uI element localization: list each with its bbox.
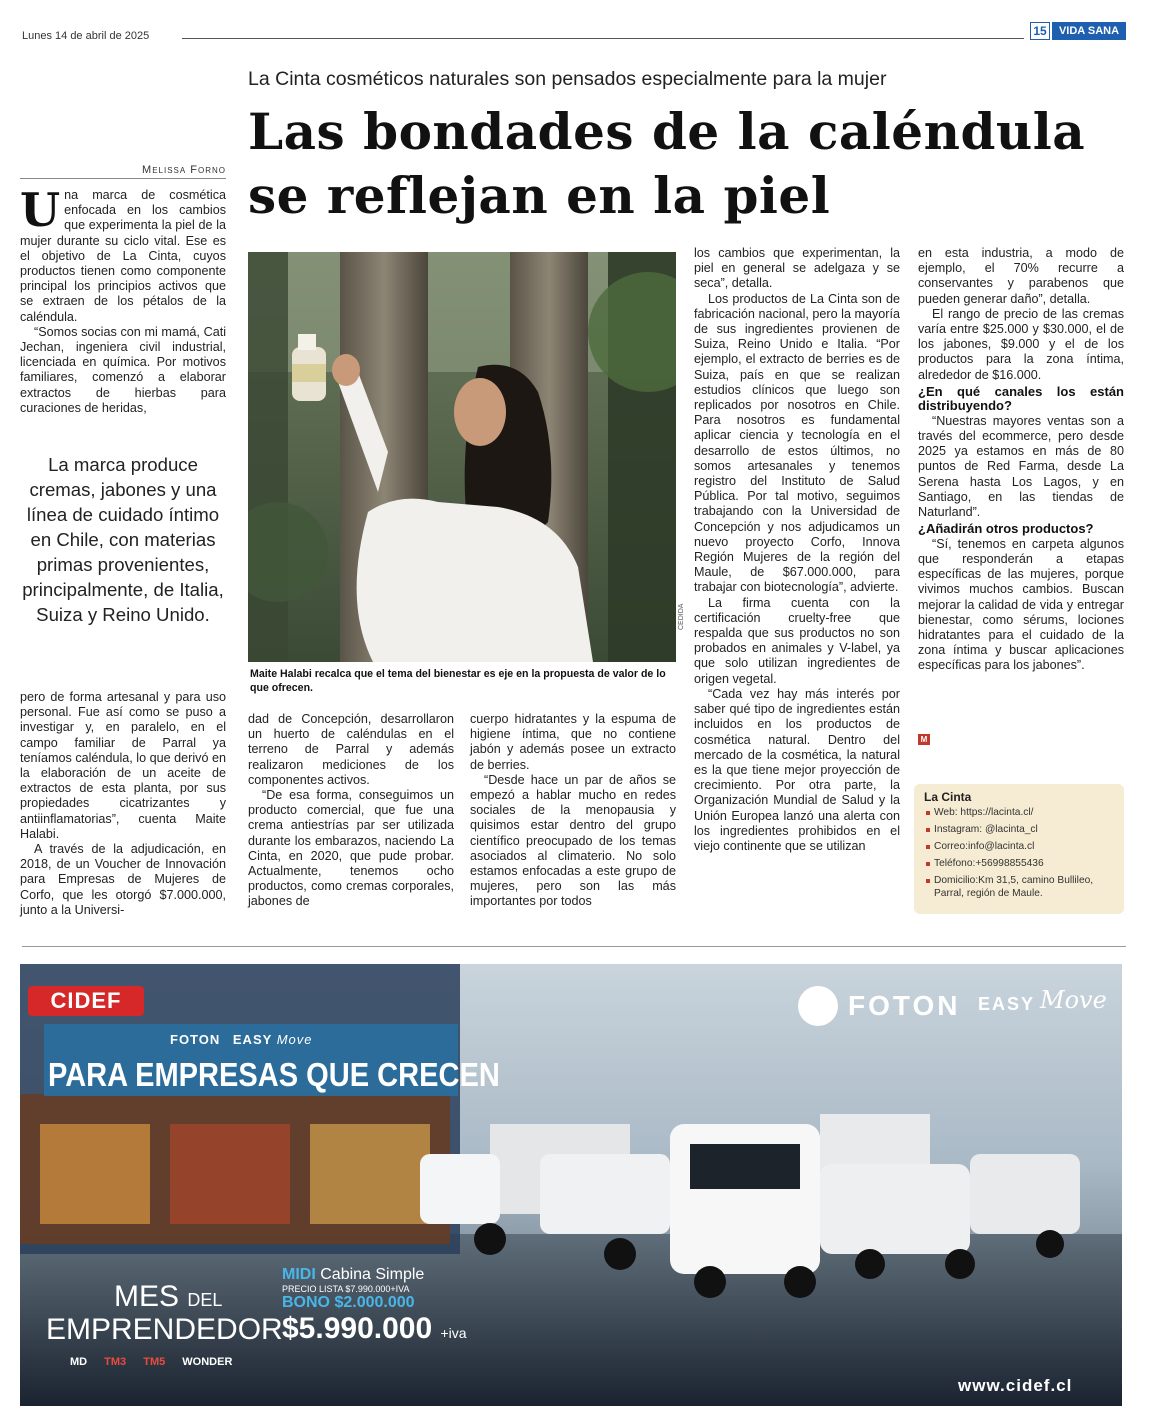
column-5 (918, 246, 1124, 674)
bonus: BONO $2.000.000 (282, 1294, 415, 1311)
model-badge: WONDER (182, 1356, 233, 1368)
campaign-title (46, 1282, 283, 1345)
paragraph: na marca de cosmética enfocada en los cambios que experimenta la piel de la mujer durante su ciclo vital. Ese es el objetivo de La Cinta, cuyos productos tienen como componente principal los principios activos que se extraen de los pétalos de la caléndula. (20, 188, 226, 324)
issue-date: Lunes 14 de abril de 2025 (22, 30, 150, 42)
photo-caption: Maite Halabi recalca que el tema del bienestar es eje en la propuesta de valor de lo que ofrecen. (250, 668, 666, 694)
info-web: Web: https://lacinta.cl/ (926, 806, 1116, 819)
page-number: 15 (1030, 22, 1050, 40)
dealer-website: www.cidef.cl (958, 1376, 1073, 1395)
paragraph: A través de la adjudicación, en 2018, de un Voucher de Innovación para Empresas de Mujeres de Corfo, que les otorgó $7.000.000, junto a la Universi- (20, 842, 226, 917)
column-2 (248, 712, 454, 910)
offer-iva: +iva (440, 1325, 467, 1341)
info-address: Domicilio:Km 31,5, camino Bullileo, Parral, región de Maule. (926, 874, 1116, 900)
campaign-line-1: MES (114, 1280, 180, 1313)
pull-quote: La marca produce cremas, jabones y una línea de cuidado íntimo en Chile, con materias primas provenientes, principalmente, de Italia, Suiza y Reino Unido. (22, 454, 224, 625)
paragraph: “Sí, tenemos en carpeta algunos que responderán a etapas específicas de las mujeres, porque vivimos muchos cambios. Buscan mejorar la calidad de vida y entregar bienestar, como sérums, lociones hidratantes para el cuidado de la zona íntima y buscar aplicaciones específicas para los jabones”. (918, 536, 1124, 673)
small-foton-brand (170, 1032, 312, 1047)
paragraph: los cambios que experimentan, la piel en general se adelgaza y se seca”, detalla. (694, 246, 900, 291)
model-badge: MD (70, 1356, 88, 1368)
info-instagram: Instagram: @lacinta_cl (926, 823, 1116, 836)
paragraph: El rango de precio de las cremas varía entre $25.000 y $30.000, el de los jabones, $9.000 y el de los productos para la zona íntima, alrededor de $16.000. (918, 306, 1124, 382)
paragraph: dad de Concepción, desarrollaron un huerto de caléndulas en el terreno de Parral y además realizaron mediciones de los componentes activos. (248, 712, 454, 787)
cidef-logo: CIDEF (28, 986, 144, 1016)
offer-price: $5.990.000 (282, 1312, 433, 1345)
info-list (926, 806, 1116, 904)
small-easy-text: EASY (232, 1032, 273, 1047)
model-badge: TM5 (143, 1356, 166, 1368)
foton-logo-icon (798, 986, 838, 1026)
paragraph: La firma cuenta con la certificación cruelty-free que respalda que sus productos no son probados en animales y V-label, ya que solo utilizan ingredientes de origen vegetal. (694, 595, 900, 686)
model-midi: MIDI (282, 1266, 316, 1283)
headline-line-1: Las bondades de la caléndula (248, 102, 1086, 161)
foton-brand: FOTON (848, 990, 961, 1021)
campaign-del: DEL (187, 1290, 223, 1310)
paragraph: “Nuestras mayores ventas son a través del ecommerce, pero desde 2025 ya estamos en más de 80 puntos de Red Farma, desde La Serena hasta Los Lagos, y en Santiago, en las tiendas de Naturland”. (918, 413, 1124, 520)
photo-illustration (248, 252, 676, 662)
paragraph: Los productos de La Cinta son de fabricación nacional, pero la mayoría de sus ingredientes provienen de Suiza, Reino Unido e Italia. “Por ejemplo, el extracto de berries es de Suiza, país en que se realizan estudios clínicos que luego son replicados por nosotros en Chile. Para nosotros es fundamental aplicar ciencia y tecnología en el desarrollo de estos últimos, no somos artesanales y tenemos registro del Instituto de Salud Pública. Por tal motivo, seguimos trabajando con la Universidad de Concepción y nos adjudicamos un nuevo proyecto Corfo, Innova Región Mujeres de la región del Maule, de $67.000.000, para trabajar con biotecnología”, advierte. (694, 291, 900, 595)
header-rule (182, 38, 1024, 39)
photo-credit: CEDIDA (678, 603, 685, 630)
column-4 (694, 246, 900, 854)
column-1-bottom (20, 690, 226, 918)
paragraph: pero de forma artesanal y para uso personal. Fue así como se puso a investigar y, en paralelo, en el campo familiar de Parral ya teníamos caléndula, lo que derivó en la elaboración de un aceite de extractos de esta planta, por sus propiedades cicatrizantes y antiinflamatorias”, cuenta Maite Halabi. (20, 690, 226, 841)
drop-cap: U (20, 183, 61, 237)
headline-line-2: se reflejan en la piel (248, 166, 831, 225)
model-name: Cabina Simple (320, 1266, 425, 1283)
article-kicker: La Cinta cosméticos naturales son pensados especialmente para la mujer (248, 68, 887, 90)
column-3 (470, 712, 676, 910)
info-phone: Teléfono:+56998855436 (926, 857, 1116, 870)
foton-advertisement (20, 964, 1122, 1406)
interview-question: ¿En qué canales los están distribuyendo? (918, 383, 1124, 414)
paragraph: “Somos socias con mi mamá, Cati Jechan, ingeniera civil industrial, licenciada en química. Por motivos familiares, comenzó a elaborar extractos de hierbas para curaciones de heridas, (20, 324, 226, 415)
paragraph: “De esa forma, conseguimos un producto comercial, que fue una crema antiestrías par ser utilizada durante los embarazos, naciendo La Cinta, en 2020, que pude probar. Actualmente, tenemos ocho productos, como cremas corporales, jabones de (248, 788, 454, 909)
byline: Melissa Forno (20, 164, 226, 179)
info-box-title: La Cinta (924, 790, 972, 804)
model-badges (70, 1356, 232, 1368)
contact-info-box (914, 784, 1124, 914)
article-photo (248, 252, 676, 662)
small-brand-text: FOTON (170, 1032, 221, 1047)
campaign-line-2: EMPRENDEDOR (46, 1313, 283, 1346)
move-script: Move (1040, 986, 1107, 1014)
small-move-text: Move (276, 1032, 313, 1047)
end-mark-icon: M (918, 734, 930, 745)
interview-question: ¿Añadirán otros productos? (918, 521, 1094, 537)
list-price: PRECIO LISTA $7.990.000+IVA (282, 1284, 410, 1294)
section-label: VIDA SANA (1052, 22, 1126, 40)
paragraph: en esta industria, a modo de ejemplo, el 70% recurre a conservantes y parabenos que pueden generar daño”, detalla. (918, 246, 1124, 306)
column-1-top (20, 183, 226, 416)
model-badge: TM3 (104, 1356, 127, 1368)
paragraph: cuerpo hidratantes y la espuma de higiene íntima, que no contiene jabón y además posee un extracto de berries. (470, 712, 676, 772)
ad-slogan: PARA EMPRESAS QUE CRECEN (48, 1056, 500, 1093)
easy-move-wordmark: EASY (978, 994, 1036, 1014)
ad-separator-rule (22, 946, 1126, 947)
paragraph: “Cada vez hay más interés por saber qué tipo de ingredientes están incluidos en los productos de cosmética natural. Dentro del mercado de la cosmética, la natural es la que tiene mejor proyección de crecimiento. Por otra parte, la Organización Mundial de Salud y la Unión Europea lanzó una alerta con los ingredientes prohibidos en el viejo continente que se utilizan (694, 686, 900, 853)
offer-block (282, 1266, 467, 1350)
paragraph: “Desde hace un par de años se empezó a hablar mucho en redes sociales de la menopausia y quisimos estar dentro del grupo científico preocupado de los temas asociados al climaterio. No solo estamos enfocadas a este grupo de mujeres, pero son las más importantes por todos (470, 772, 676, 909)
info-email: Correo:info@lacinta.cl (926, 840, 1116, 853)
article-headline (248, 100, 1128, 228)
